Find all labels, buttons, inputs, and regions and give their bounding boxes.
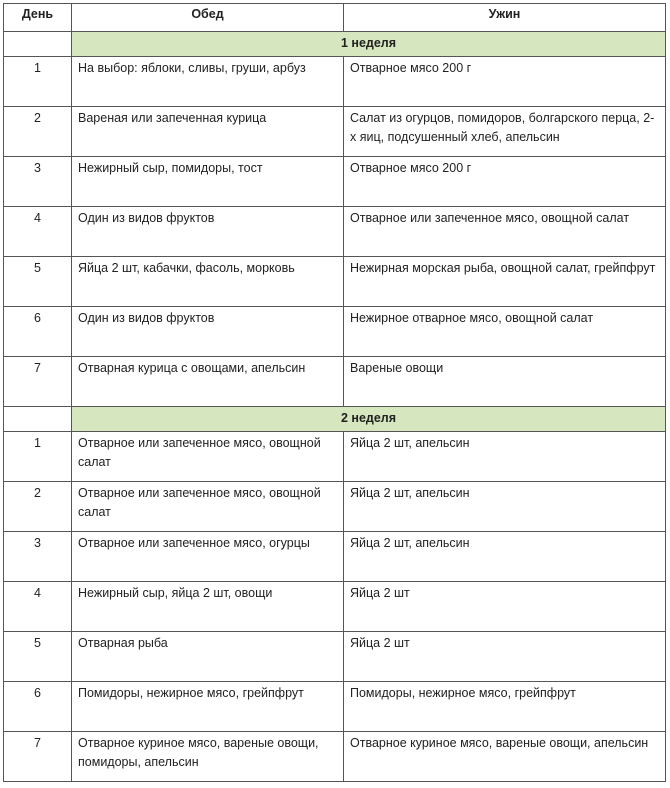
table-row [4,257,666,307]
table-row [4,57,666,107]
dinner-cell: Яйца 2 шт, апельсин [344,482,666,532]
day-cell: 4 [4,582,72,632]
dinner-cell: Нежирное отварное мясо, овощной салат [344,307,666,357]
lunch-cell: Яйца 2 шт, кабачки, фасоль, морковь [72,257,344,307]
day-cell: 2 [4,107,72,157]
dinner-cell: Салат из огурцов, помидоров, болгарского перца, 2-х яиц, подсушенный хлеб, апельсин [344,107,666,157]
lunch-cell: Отварная курица с овощами, апельсин [72,357,344,407]
lunch-cell: Отварное или запеченное мясо, овощной салат [72,482,344,532]
lunch-cell: Нежирный сыр, яйца 2 шт, овощи [72,582,344,632]
table-row [4,307,666,357]
table-row [4,732,666,782]
day-cell: 5 [4,632,72,682]
table-row [4,157,666,207]
week-header-blank-cell [4,407,72,432]
lunch-cell: На выбор: яблоки, сливы, груши, арбуз [72,57,344,107]
lunch-cell: Отварное куриное мясо, вареные овощи, помидоры, апельсин [72,732,344,782]
table-row [4,357,666,407]
lunch-cell: Нежирный сыр, помидоры, тост [72,157,344,207]
day-cell: 4 [4,207,72,257]
lunch-cell: Отварное или запеченное мясо, овощной салат [72,432,344,482]
week-header-blank-cell [4,32,72,57]
day-cell: 5 [4,257,72,307]
week-label: 1 неделя [72,32,666,57]
day-cell: 7 [4,357,72,407]
dinner-cell: Нежирная морская рыба, овощной салат, грейпфрут [344,257,666,307]
table-row [4,582,666,632]
dinner-cell: Отварное мясо 200 г [344,57,666,107]
table-header [4,4,666,32]
dinner-cell: Яйца 2 шт [344,582,666,632]
header-day: День [4,4,72,32]
table-row [4,207,666,257]
dinner-cell: Яйца 2 шт [344,632,666,682]
diet-table [3,3,666,782]
day-cell: 7 [4,732,72,782]
header-lunch: Обед [72,4,344,32]
dinner-cell: Помидоры, нежирное мясо, грейпфрут [344,682,666,732]
lunch-cell: Один из видов фруктов [72,207,344,257]
table-row [4,532,666,582]
dinner-cell: Яйца 2 шт, апельсин [344,532,666,582]
table-row [4,632,666,682]
lunch-cell: Отварная рыба [72,632,344,682]
table-row [4,682,666,732]
table-row [4,482,666,532]
day-cell: 1 [4,57,72,107]
header-dinner: Ужин [344,4,666,32]
dinner-cell: Яйца 2 шт, апельсин [344,432,666,482]
table-row [4,432,666,482]
dinner-cell: Отварное куриное мясо, вареные овощи, апельсин [344,732,666,782]
dinner-cell: Отварное или запеченное мясо, овощной салат [344,207,666,257]
day-cell: 1 [4,432,72,482]
lunch-cell: Отварное или запеченное мясо, огурцы [72,532,344,582]
day-cell: 6 [4,682,72,732]
dinner-cell: Отварное мясо 200 г [344,157,666,207]
day-cell: 3 [4,157,72,207]
day-cell: 6 [4,307,72,357]
week-header-row [4,32,666,57]
lunch-cell: Вареная или запеченная курица [72,107,344,157]
lunch-cell: Один из видов фруктов [72,307,344,357]
dinner-cell: Вареные овощи [344,357,666,407]
table-body [4,32,666,782]
lunch-cell: Помидоры, нежирное мясо, грейпфрут [72,682,344,732]
week-label: 2 неделя [72,407,666,432]
day-cell: 2 [4,482,72,532]
day-cell: 3 [4,532,72,582]
week-header-row [4,407,666,432]
table-row [4,107,666,157]
